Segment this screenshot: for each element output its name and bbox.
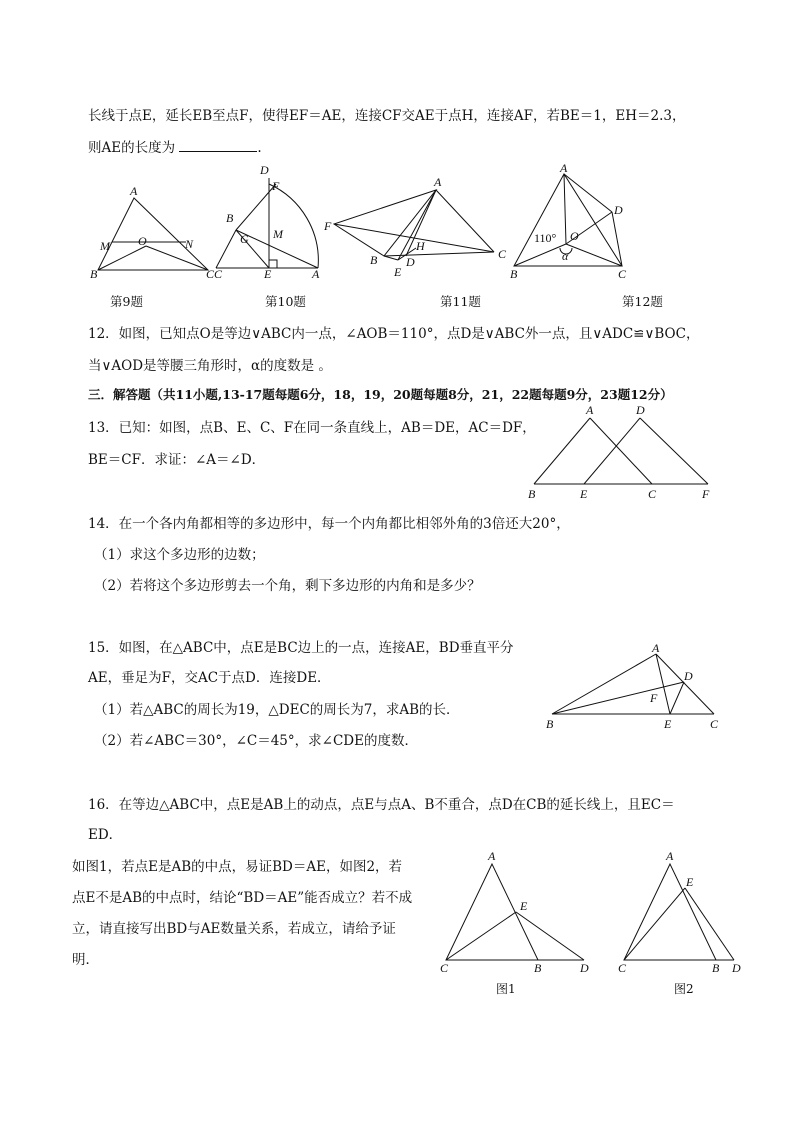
fig12-label-B: B [510,267,518,281]
caption-fig11: 第11题 [440,294,481,309]
fig11-label-A: A [434,175,442,189]
fig9-label-C: C [206,267,215,281]
fig12-label-A: A [560,161,568,175]
fig13-label-C: C [648,487,657,501]
fig12-label-C: C [618,267,627,281]
fig11-label-B: B [370,253,378,267]
fig15-label-B: B [546,717,554,731]
fig10-label-E: E [264,267,272,281]
fig11-label-F: F [324,219,332,233]
fig9-label-O: O [138,234,147,248]
fig12-label-O: O [570,229,579,243]
figure-12 [510,161,627,281]
q16-line2: ED． [88,827,123,843]
caption-fig12: 第12题 [622,294,663,309]
q15-sub2: （2）若∠ABC＝30°，∠C＝45°，求∠CDE的度数． [94,733,418,749]
q13-line1: 13．已知：如图，点B、E、C、F在同一条直线上，AB＝DE，AC＝DF， [88,420,536,436]
caption-fig9: 第9题 [110,294,143,309]
fig15-label-D: D [684,669,693,683]
fig13-label-B: B [528,487,536,501]
fig16-1-label-E: E [520,899,528,913]
fig9-label-M: M [100,239,110,253]
q11-line1: 长线于点E，延长EB至点F，使得EF＝AE，连接CF交AE于点H，连接AF，若BE＝1，EH＝2.3， [88,108,686,124]
answer-blank [179,139,257,152]
q16-line3: 如图1，若点E是AB的中点，易证BD＝AE，如图2，若 [72,859,403,875]
figures-row-9-12 [86,160,726,285]
q12-line2: 当∨AOD是等腰三角形时，α的度数是 。 [88,358,332,374]
fig12-label-110: 110° [534,231,557,245]
fig13-label-F: F [702,487,710,501]
fig16-1-label-D: D [580,961,589,975]
q12-line1: 12．如图，已知点O是等边∨ABC内一点，∠AOB＝110°，点D是∨ABC外一点，且∨ADC≌∨BOC， [88,326,700,342]
fig10-label-F: F [272,179,280,193]
fig12-label-alpha: α [562,249,569,263]
section-3-heading: 三．解答题（共11小题,13-17题每题6分，18，19，20题每题8分，21，22题每题9分，23题12分） [88,387,673,402]
fig10-label-C: C [214,267,223,281]
figures-16 [436,848,756,980]
fig9-label-N: N [185,237,194,251]
q14-line1: 14．在一个各内角都相等的多边形中，每一个内角都比相邻外角的3倍还大20°， [88,516,570,532]
fig15-label-C: C [710,717,719,731]
fig16-2-label-D: D [732,961,741,975]
fig16-1-label-A: A [488,849,496,863]
fig16-1-label-C: C [440,961,449,975]
fig10-label-G: G [240,232,249,246]
q16-line5: 立，请直接写出BD与AE数量关系，若成立，请给予证 [72,921,396,937]
q11-line2 [88,136,262,156]
fig11-label-E: E [394,265,402,279]
fig11-label-H: H [416,239,425,253]
fig15-label-E: E [664,717,672,731]
q15-line1: 15．如图，在△ABC中，点E是BC边上的一点，连接AE，BD垂直平分 [88,640,514,656]
figure-13 [522,400,722,502]
figure-11 [323,175,507,279]
q14-sub1: （1）求这个多边形的边数； [94,547,265,563]
fig10-label-D: D [260,163,269,177]
q16-line1: 16．在等边△ABC中，点E是AB上的动点，点E与点A、B不重合，点D在CB的延长线上，且EC＝ [88,797,675,813]
fig10-label-A: A [312,267,320,281]
fig12-label-D: D [614,203,623,217]
caption-fig16-2: 图2 [674,982,694,996]
q11-line2-post: . [257,140,262,156]
fig16-2-label-C: C [618,961,627,975]
fig11-label-D: D [406,255,415,269]
fig9-label-A: A [130,184,138,198]
fig16-2-label-E: E [686,875,694,889]
q11-line2-pre: 则AE的长度为 [88,140,176,156]
q16-line6: 明． [72,952,99,968]
q13-line2: BE＝CF．求证：∠A＝∠D． [88,452,266,468]
fig13-label-E: E [580,487,588,501]
fig15-label-A: A [652,641,660,655]
q14-sub2: （2）若将这个多边形剪去一个角，剩下多边形的内角和是多少？ [94,578,481,594]
fig13-label-D: D [636,403,645,417]
fig10-label-M: M [273,227,283,241]
q15-sub1: （1）若△ABC的周长为19，△DEC的周长为7，求AB的长． [94,702,460,718]
fig16-2-label-A: A [666,849,674,863]
fig13-label-A: A [586,403,594,417]
figure-15 [540,640,730,735]
figure-10 [214,163,320,281]
figure-9 [90,184,215,281]
caption-fig16-1: 图1 [496,982,516,996]
q16-line4: 点E不是AB的中点时，结论“BD＝AE”能否成立？若不成 [72,890,413,906]
figure-16-1 [440,849,589,975]
figure-16-2 [618,849,741,975]
fig16-2-label-B: B [712,961,720,975]
fig11-label-C: C [498,247,507,261]
caption-fig10: 第10题 [265,294,306,309]
fig10-label-B: B [226,211,234,225]
fig16-1-label-B: B [534,961,542,975]
fig15-label-F: F [650,691,658,705]
q15-line2: AE，垂足为F，交AC于点D．连接DE． [88,670,331,686]
fig9-label-B: B [90,267,98,281]
